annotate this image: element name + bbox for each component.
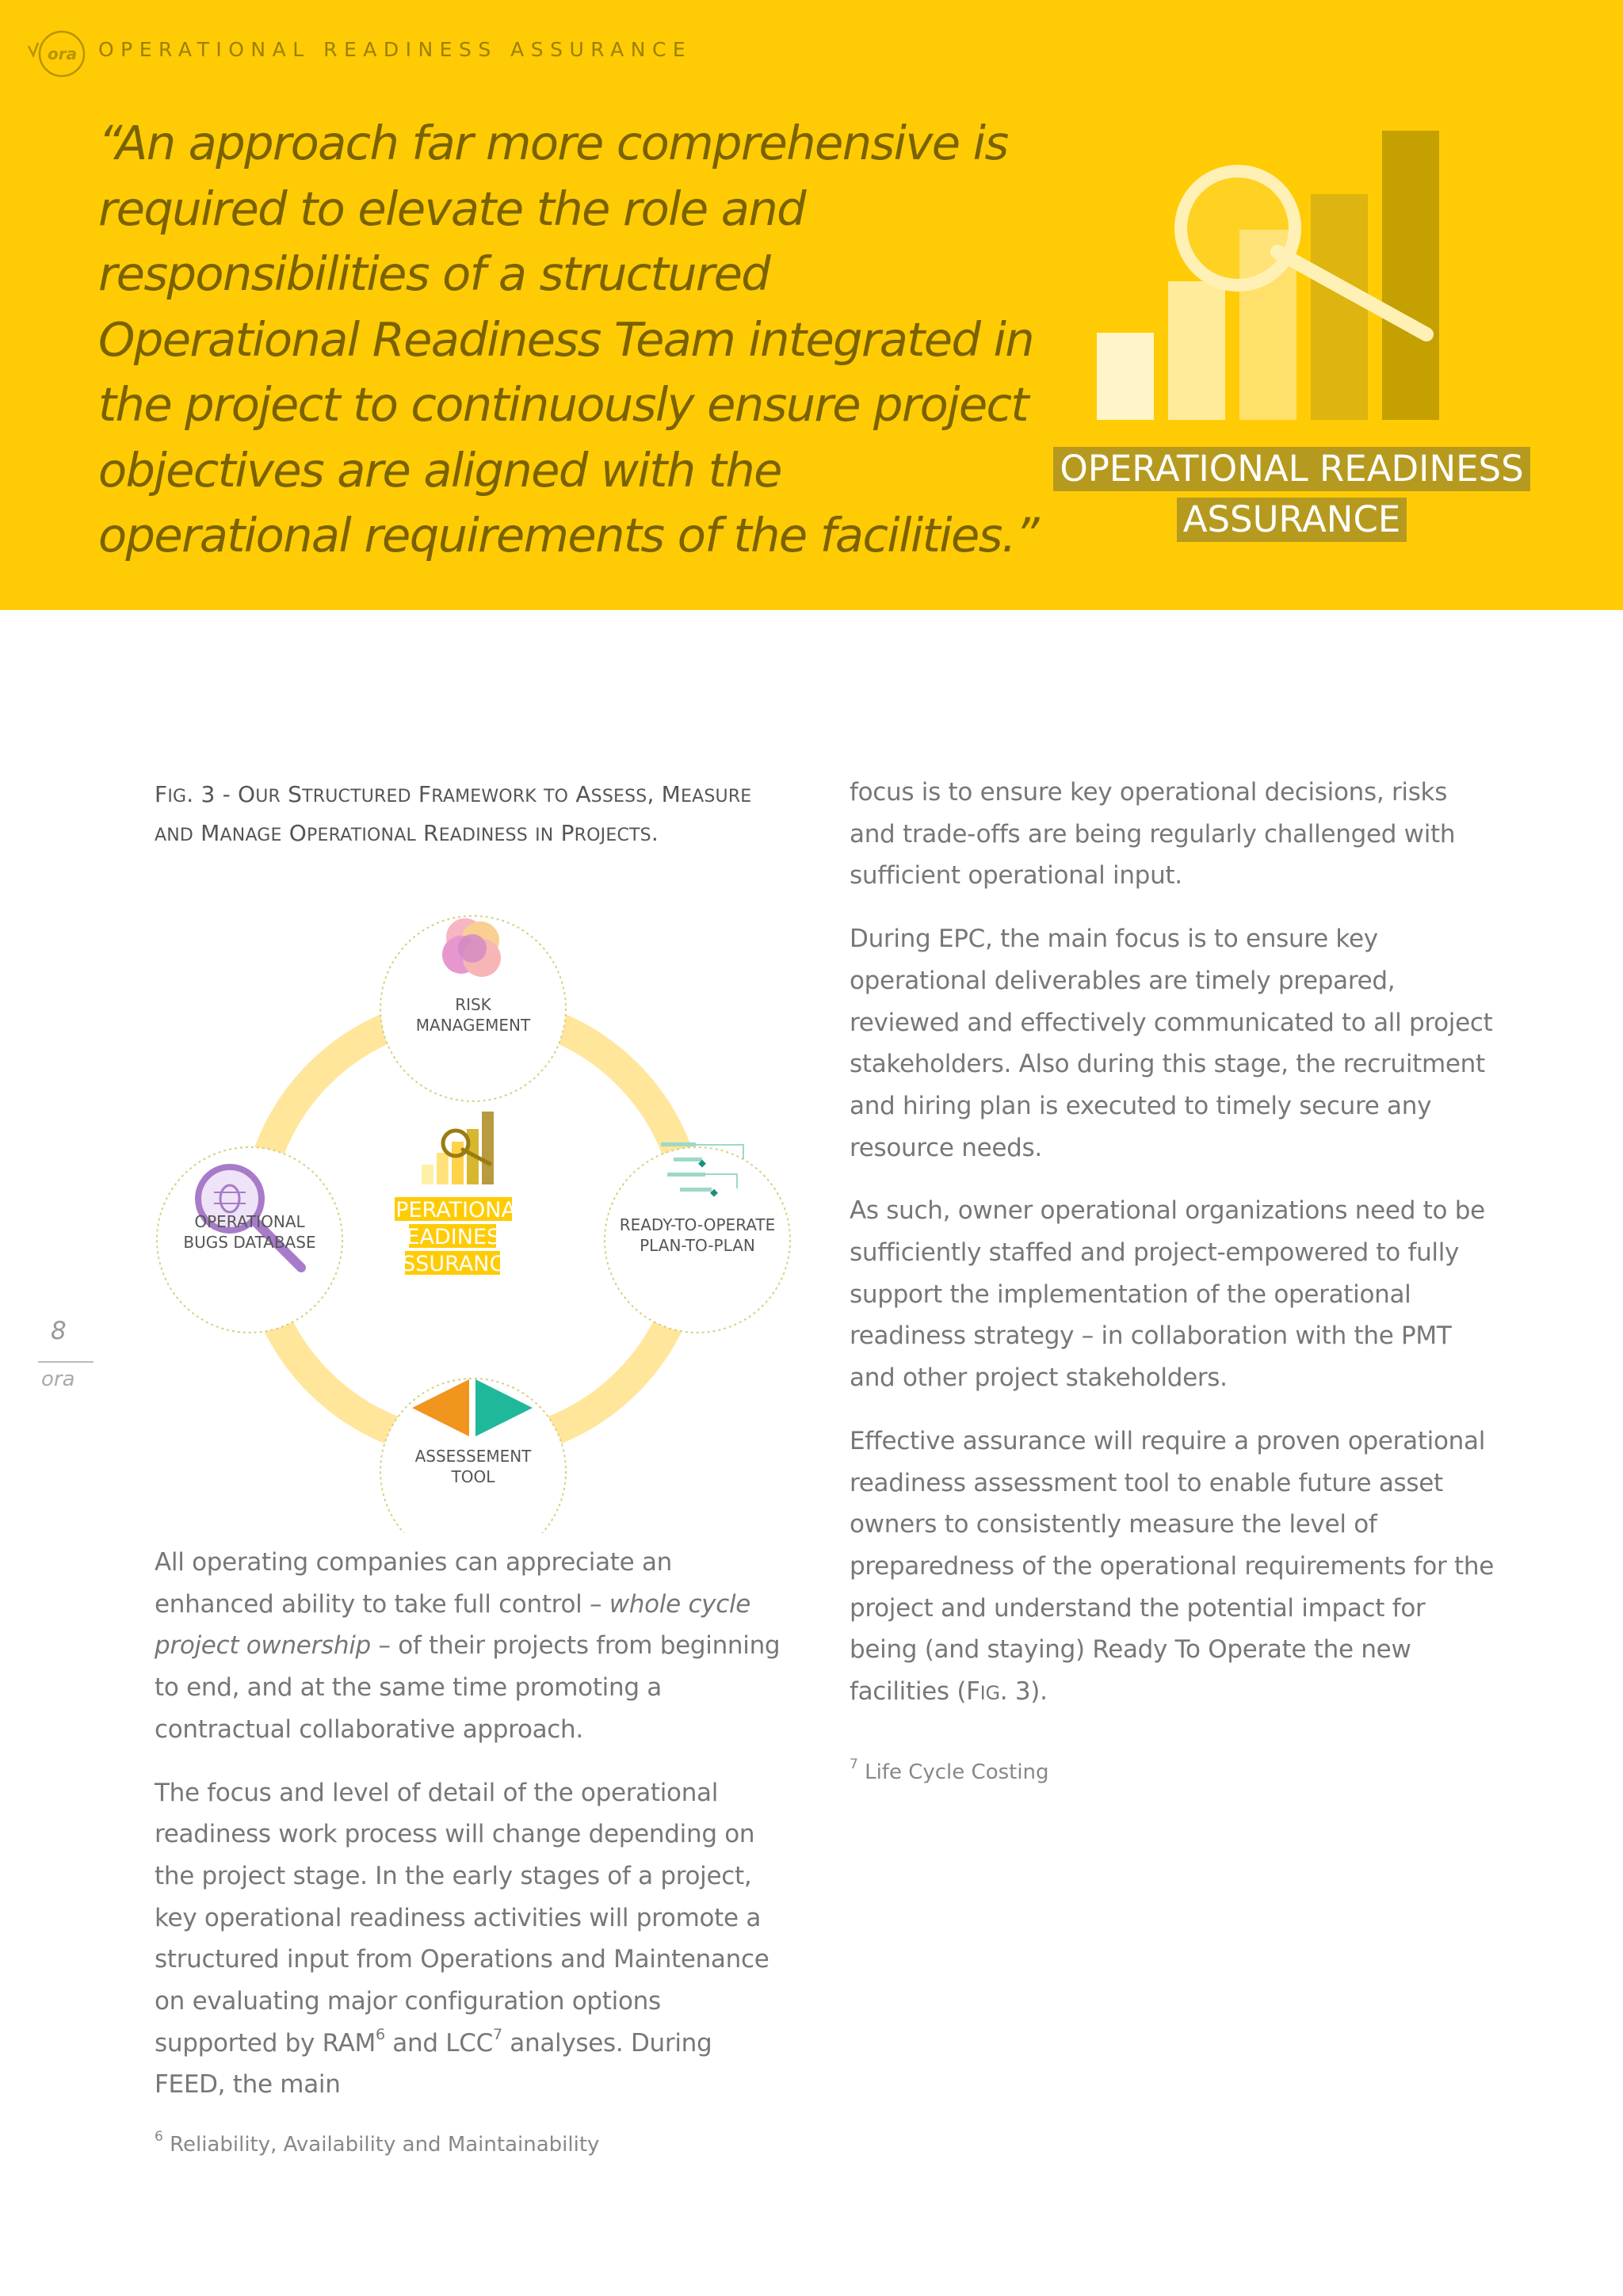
node-label: BUGS DATABASE: [183, 1233, 316, 1252]
caption-text: O: [237, 781, 256, 807]
text: IG: [980, 1682, 1000, 1705]
quote-line: “An approach far more comprehensive is: [98, 116, 1008, 170]
caption-text: O: [288, 820, 307, 846]
center-label: READINESS: [391, 1225, 514, 1249]
text: . 3).: [999, 1677, 1048, 1707]
paragraph: focus is to ensure key operational decisions, risks and trade-offs are being regularly challenged with sufficient operational input.: [850, 778, 1456, 891]
emphasis-text: whole cycle project ownership: [155, 1589, 751, 1661]
caption-text: ROJECTS: [574, 826, 651, 845]
caption-text: IG: [167, 787, 187, 807]
quote-line: responsibilities of a structured: [98, 246, 770, 301]
node-label: TOOL: [451, 1467, 495, 1486]
paragraph: During EPC, the main focus is to ensure key operational deliverables are timely prepared, reviewed and effectively communicated to all project stakeholders. Also during this stage, the recruitment and hiring plan is executed to timely secure any resource needs.: [850, 925, 1493, 1162]
badge-line: ASSURANCE: [1177, 498, 1407, 542]
node-assessment-tool: [380, 1379, 566, 1533]
page-brand: ora: [41, 1367, 75, 1391]
center-label: ASSURANCE: [387, 1252, 518, 1276]
right-column: [850, 772, 1499, 1736]
footnote-6: [155, 2129, 600, 2157]
footnote-ref[interactable]: 6: [375, 2026, 385, 2044]
paragraph: [155, 1542, 781, 1751]
caption-text: TO: [544, 787, 569, 807]
pull-quote: [98, 111, 1038, 569]
text: The focus and level of detail of the operational readiness work process will change depending on the project stage. In the early stages of a project, key operational readiness activities will promote a structured input from Operations and Maintenance on evaluating major configuration options supported by RAM: [155, 1778, 769, 2058]
text: Effective assurance will require a proven operational readiness assessment tool to enable future asset owners to consistently measure the level of preparedness of the operational requirements for the project and understand the potential impact for being (and staying) Ready To Operate the new facilities (: [850, 1426, 1494, 1707]
node-label: MANAGEMENT: [415, 1016, 531, 1035]
bar-magnifier-icon: [422, 1112, 494, 1184]
caption-text: F: [418, 781, 432, 807]
caption-text: M: [200, 820, 220, 846]
quote-line: the project to continuously ensure project: [98, 377, 1028, 432]
caption-text: PERATIONAL: [307, 826, 416, 845]
footnote-text: Reliability, Availability and Maintainability: [162, 2133, 600, 2157]
caption-text: A: [575, 781, 591, 807]
text: – of their projects from beginning to end, and at the same time promoting a contractual collaborative approach.: [155, 1631, 781, 1744]
node-label: RISK: [455, 995, 491, 1014]
caption-text: EADINESS: [438, 826, 528, 845]
caption-text: . 3 -: [186, 781, 238, 807]
ora-badge: [1034, 441, 1549, 542]
caption-text: M: [661, 781, 681, 807]
header-band: [0, 0, 1623, 610]
caption-text: EASURE: [681, 787, 752, 807]
quote-line: operational requirements of the facilities.”: [98, 508, 1038, 563]
text: All operating companies can appreciate an enhanced ability to take full control –: [155, 1548, 673, 1619]
center-label: OPERATIONAL: [378, 1198, 529, 1222]
page-number: 8: [51, 1317, 67, 1345]
center-ora-badge: [379, 1112, 528, 1276]
quote-line: objectives are aligned with the: [98, 442, 781, 498]
footnote-text: Life Cycle Costing: [857, 1760, 1049, 1784]
badge-line: OPERATIONAL READINESS: [1053, 447, 1529, 491]
caption-text: TRUCTURED: [302, 787, 411, 807]
venn-icon: [442, 918, 501, 977]
caption-text: IN: [535, 826, 554, 845]
caption-text: P: [560, 820, 575, 846]
framework-diagram: [151, 875, 800, 1533]
paragraph: [850, 1421, 1499, 1714]
caption-text: RAMEWORK: [431, 787, 537, 807]
text: F: [966, 1677, 980, 1707]
text: analyses. During FEED, the main: [155, 2028, 712, 2100]
text: and LCC: [384, 2028, 493, 2058]
footnote-number: 7: [850, 1756, 858, 1773]
quote-line: Operational Readiness Team integrated in: [98, 311, 1034, 367]
caption-text: SSESS: [590, 787, 647, 807]
footnote-number: 6: [155, 2129, 163, 2145]
footnote-ref[interactable]: 7: [492, 2026, 502, 2044]
node-ready-to-operate: [605, 1142, 790, 1333]
node-label: OPERATIONAL: [194, 1212, 305, 1231]
node-label: PLAN-TO-PLAN: [640, 1236, 755, 1255]
caption-text: S: [288, 781, 303, 807]
running-title: OPERATIONAL READINESS ASSURANCE: [98, 38, 693, 61]
ora-logo-icon: [25, 29, 90, 79]
figure-caption: FIG. 3 - OUR STRUCTURED FRAMEWORK TO ASSESS, MEASURE AND MANAGE OPERATIONAL READINESS IN PROJECTS.: [155, 781, 752, 846]
footnote-7: [850, 1756, 1049, 1784]
node-bugs-database: [157, 1147, 342, 1333]
node-label: READY-TO-OPERATE: [619, 1215, 776, 1234]
paragraph: As such, owner operational organizations need to be sufficiently staffed and project-empowered to fully support the implementation of the operational readiness strategy – in collaboration with the PMT and other project stakeholders.: [850, 1196, 1485, 1393]
caption-text: F: [155, 781, 168, 807]
left-column: [155, 1542, 781, 2127]
caption-text: UR: [255, 787, 281, 807]
node-label: ASSESSEMENT: [414, 1447, 532, 1466]
caption-text: R: [423, 820, 439, 846]
quote-line: required to elevate the role and: [98, 181, 805, 236]
caption-text: AND: [155, 826, 194, 845]
caption-text: ANAGE: [220, 826, 282, 845]
node-risk-management: [380, 916, 566, 1101]
bar-magnifier-icon: [1087, 127, 1441, 420]
page-divider: [38, 1361, 94, 1363]
logo-text: ora: [48, 44, 78, 63]
paragraph: [155, 1772, 781, 2107]
